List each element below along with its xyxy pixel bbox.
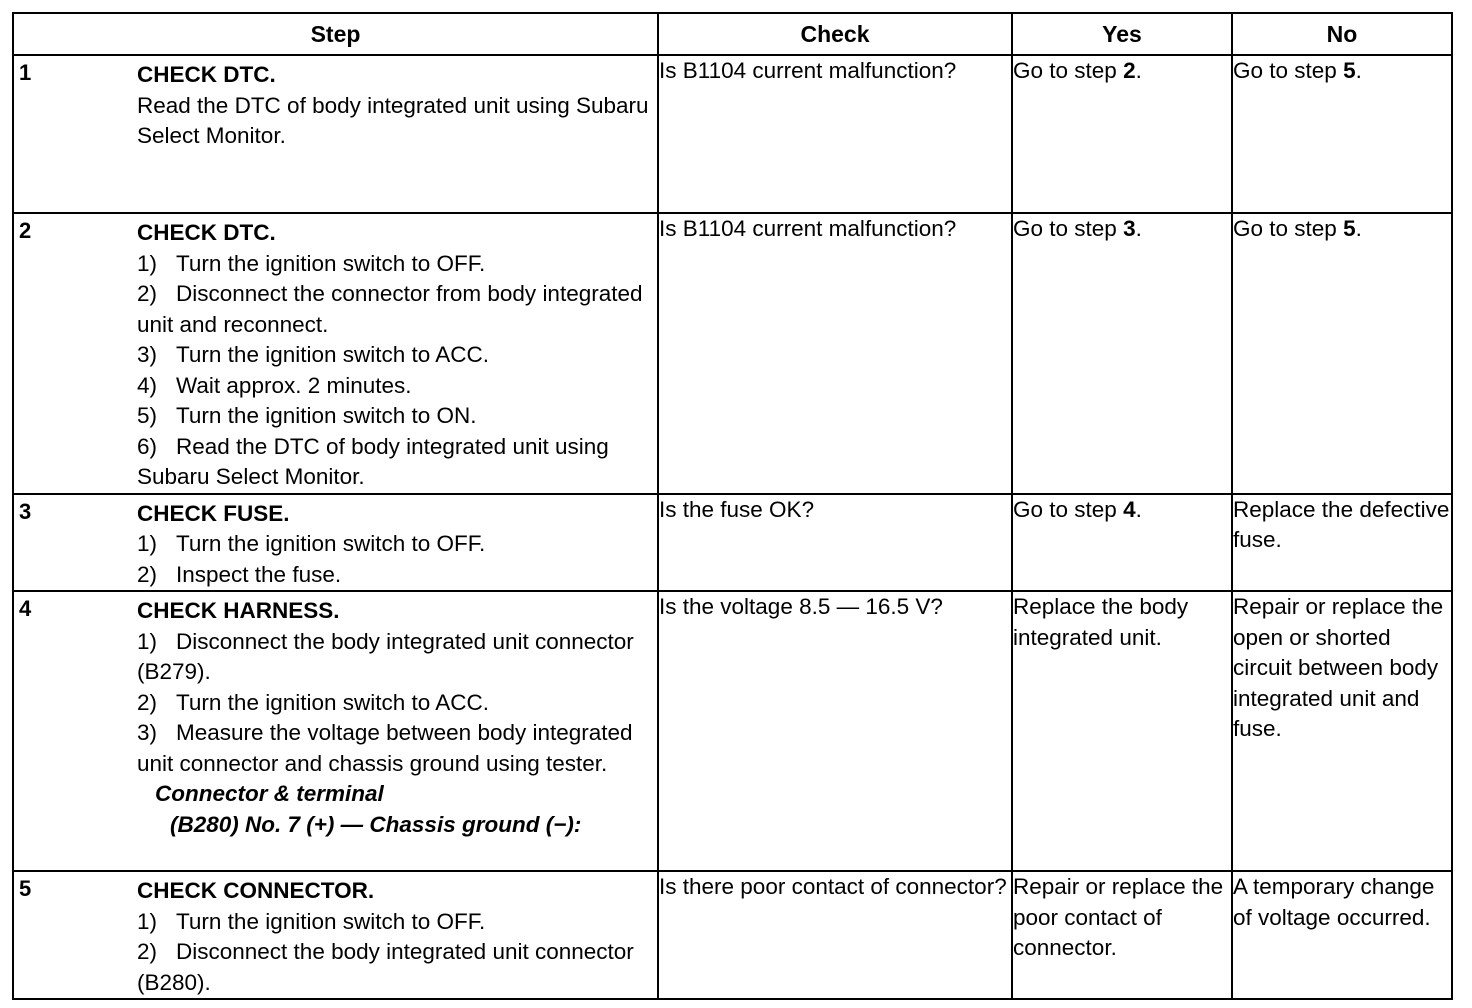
step-cell: [13, 871, 658, 999]
item-text: Turn the ignition switch to OFF.: [176, 531, 486, 556]
no-step-ref: 5: [1343, 216, 1356, 241]
item-text: Turn the ignition switch to OFF.: [176, 250, 486, 276]
diagnostic-table: [12, 12, 1453, 1000]
no-text: Go to step: [1233, 58, 1344, 83]
item-text: Wait approx. 2 minutes.: [176, 372, 412, 398]
item-number: 3): [137, 720, 158, 745]
item-number: 1): [137, 628, 158, 654]
yes-suffix: .: [1135, 58, 1142, 83]
step-item: [137, 907, 653, 938]
step-number: 4: [19, 596, 32, 621]
yes-text: Go to step: [1013, 216, 1124, 241]
yes-step-ref: 2: [1123, 58, 1136, 83]
step-title: CHECK FUSE.: [137, 500, 290, 526]
connector-terminal-spec: (B280) No. 7 (+) — Chassis ground (−):: [170, 811, 582, 837]
yes-cell: [1012, 494, 1232, 592]
item-text: Turn the ignition switch to ON.: [176, 403, 477, 428]
item-number: 6): [137, 433, 158, 459]
step-row-1: [13, 55, 1452, 213]
item-text: Disconnect the body integrated unit connector (B279).: [137, 628, 634, 684]
step-item: [137, 529, 653, 560]
no-cell: Replace the defective fuse.: [1232, 494, 1452, 592]
no-suffix: .: [1355, 216, 1362, 241]
yes-text: Go to step: [1013, 496, 1124, 522]
item-number: 1): [137, 908, 158, 934]
step-title: CHECK HARNESS.: [137, 598, 340, 623]
header-yes: Yes: [1012, 13, 1232, 55]
no-cell: Repair or replace the open or shorted circuit between body integrated unit and fuse.: [1232, 591, 1452, 871]
step-item: [137, 688, 653, 719]
yes-suffix: .: [1135, 216, 1142, 241]
step-row-2: [13, 213, 1452, 494]
step-cell: [13, 213, 658, 494]
step-number: 5: [19, 876, 32, 901]
step-item: [137, 279, 653, 340]
item-text: Read the DTC of body integrated unit using Subaru Select Monitor.: [137, 433, 609, 489]
step-number: 2: [19, 218, 32, 243]
step-title: CHECK CONNECTOR.: [137, 878, 375, 903]
yes-cell: [1012, 213, 1232, 494]
step-row-3: [13, 494, 1452, 592]
check-cell: Is B1104 current malfunction?: [658, 213, 1012, 494]
item-number: 1): [137, 250, 158, 276]
yes-step-ref: 3: [1123, 216, 1136, 241]
check-cell: Is B1104 current malfunction?: [658, 55, 1012, 213]
header-row: [13, 13, 1452, 55]
yes-text: Go to step: [1013, 58, 1124, 83]
no-cell: [1232, 55, 1452, 213]
step-row-5: [13, 871, 1452, 999]
item-text: Turn the ignition switch to ACC.: [176, 342, 490, 367]
item-number: 1): [137, 531, 158, 556]
step-title: CHECK DTC.: [137, 220, 276, 245]
step-item: [137, 718, 653, 779]
step-cell: [13, 55, 658, 213]
connector-terminal-label: Connector & terminal: [155, 781, 384, 806]
step-cell: [13, 591, 658, 871]
item-text: Disconnect the connector from body integrated unit and reconnect.: [137, 281, 643, 337]
item-number: 4): [137, 372, 158, 398]
item-number: 2): [137, 281, 158, 306]
no-cell: A temporary change of voltage occurred.: [1232, 871, 1452, 999]
header-no: No: [1232, 13, 1452, 55]
yes-cell: Repair or replace the poor contact of connector.: [1012, 871, 1232, 999]
step-item: [137, 371, 653, 402]
check-cell: Is the fuse OK?: [658, 494, 1012, 592]
item-number: 5): [137, 403, 158, 428]
step-item: [137, 432, 653, 493]
no-step-ref: 5: [1343, 58, 1356, 83]
yes-step-ref: 4: [1123, 496, 1136, 522]
check-cell: Is the voltage 8.5 — 16.5 V?: [658, 591, 1012, 871]
step-number: 3: [19, 498, 32, 524]
yes-cell: Replace the body integrated unit.: [1012, 591, 1232, 871]
step-text: Read the DTC of body integrated unit using Subaru Select Monitor.: [137, 92, 649, 148]
step-cell: [13, 494, 658, 592]
item-number: 3): [137, 342, 158, 367]
step-item: [137, 401, 653, 432]
yes-suffix: .: [1135, 496, 1142, 522]
no-suffix: .: [1355, 58, 1362, 83]
step-item: [137, 340, 653, 371]
step-number: 1: [19, 60, 32, 85]
no-text: Go to step: [1233, 216, 1344, 241]
item-number: 2): [137, 939, 158, 964]
no-cell: [1232, 213, 1452, 494]
step-item: [137, 627, 653, 688]
item-number: 2): [137, 689, 158, 715]
item-text: Disconnect the body integrated unit connector (B280).: [137, 939, 634, 995]
item-text: Turn the ignition switch to OFF.: [176, 908, 486, 934]
step-title: CHECK DTC.: [137, 62, 276, 87]
step-item: [137, 249, 653, 280]
check-cell: Is there poor contact of connector?: [658, 871, 1012, 999]
item-text: Turn the ignition switch to ACC.: [176, 689, 490, 715]
header-step: Step: [13, 13, 658, 55]
yes-cell: [1012, 55, 1232, 213]
header-check: Check: [658, 13, 1012, 55]
item-number: 2): [137, 561, 158, 587]
step-item: [137, 937, 653, 998]
step-row-4: [13, 591, 1452, 871]
item-text: Inspect the fuse.: [176, 561, 342, 587]
item-text: Measure the voltage between body integrated unit connector and chassis ground using tester.: [137, 720, 633, 776]
step-item: [137, 560, 653, 591]
